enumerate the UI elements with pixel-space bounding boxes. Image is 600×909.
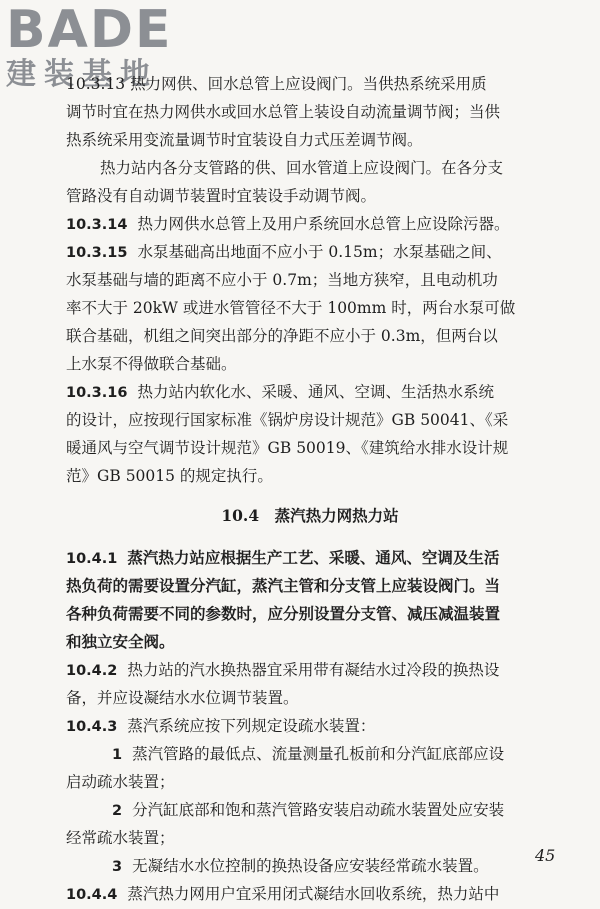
text-line: 各种负荷需要不同的参数时，应分别设置分支管、减压减温装置 [66,604,501,623]
text-line: 管路没有自动调节装置时宜装设手动调节阀。 [66,187,377,205]
text-line: 经常疏水装置； [66,829,175,847]
list-item: 1 蒸汽管路的最低点、流量测量孔板前和分汽缸底部应设 [112,745,505,763]
text-line: 联合基础，机组之间突出部分的净距不应小于 0.3m，但两台以 [66,327,498,345]
text-line: 水泵基础与墙的距离不应小于 0.7m；当地方狭窄，且电动机功 [66,271,498,289]
text-line: 和独立安全阀。 [66,632,175,651]
logo-cjk-text: 建装基地 [6,57,158,92]
clause-number: 10.3.14 [66,217,128,233]
list-item-number: 2 [112,803,123,819]
text-line: 的设计，应按现行国家标准《锅炉房设计规范》GB 50041、《采 [66,411,509,429]
text-line: 热力站内各分支管路的供、回水管道上应设阀门。在各分支 [100,159,504,177]
text-line: 10.3.13 热力网供、回水总管上应设阀门。当供热系统采用质 [66,75,487,93]
list-item: 2 分汽缸底部和饱和蒸汽管路安装启动疏水装置处应安装 [112,801,505,819]
clause-number: 10.3.15 [66,245,128,261]
clause-10-3-14: 10.3.14 热力网供水总管上及用户系统回水总管上应设除污器。 [66,215,510,233]
list-item-number: 1 [112,747,123,763]
text-line: 备，并应设凝结水水位调节装置。 [66,689,299,707]
text-line: 热负荷的需要设置分汽缸，蒸汽主管和分支管上应装设阀门。当 [66,576,501,595]
clause-number: 10.4.1 [66,551,118,567]
page-number: 45 [535,846,556,865]
clause-10-4-4: 10.4.4 蒸汽热力网用户宜采用闭式凝结水回收系统，热力站中 [66,885,500,903]
clause-10-3-16: 10.3.16 热力站内软化水、采暖、通风、空调、生活热水系统 [66,383,494,401]
clause-number: 10.3.16 [66,385,128,401]
clause-10-4-1: 10.4.1 蒸汽热力站应根据生产工艺、采暖、通风、空调及生活 [66,548,500,567]
logo-latin-text: BADE [6,0,173,60]
text-line: 热系统采用变流量调节时宜装设自力式压差调节阀。 [66,131,423,149]
clause-number: 10.4.2 [66,663,118,679]
text-line: 上水泵不得做联合基础。 [66,355,237,373]
list-item-number: 3 [112,859,123,875]
clause-10-4-2: 10.4.2 热力站的汽水换热器宜采用带有凝结水过冷段的换热设 [66,661,500,679]
clause-10-3-15: 10.3.15 水泵基础高出地面不应小于 0.15m；水泵基础之间、 [66,243,502,261]
text-line: 启动疏水装置； [66,773,175,791]
text-line: 范》GB 50015 的规定执行。 [66,467,273,485]
text-line: 率不大于 20kW 或进水管管径不大于 100mm 时，两台水泵可做 [66,299,516,317]
list-item: 3 无凝结水水位控制的换热设备应安装经常疏水装置。 [112,857,489,875]
text-line: 调节时宜在热力网供水或回水总管上装设自动流量调节阀；当供 [66,103,501,121]
clause-10-4-3: 10.4.3 蒸汽系统应按下列规定设疏水装置： [66,717,376,735]
section-heading-10-4: 10.4 蒸汽热力网热力站 [221,506,399,525]
clause-number: 10.4.4 [66,887,118,903]
text-line: 暖通风与空气调节设计规范》GB 50019、《建筑给水排水设计规 [66,439,509,457]
clause-number: 10.4.3 [66,719,118,735]
